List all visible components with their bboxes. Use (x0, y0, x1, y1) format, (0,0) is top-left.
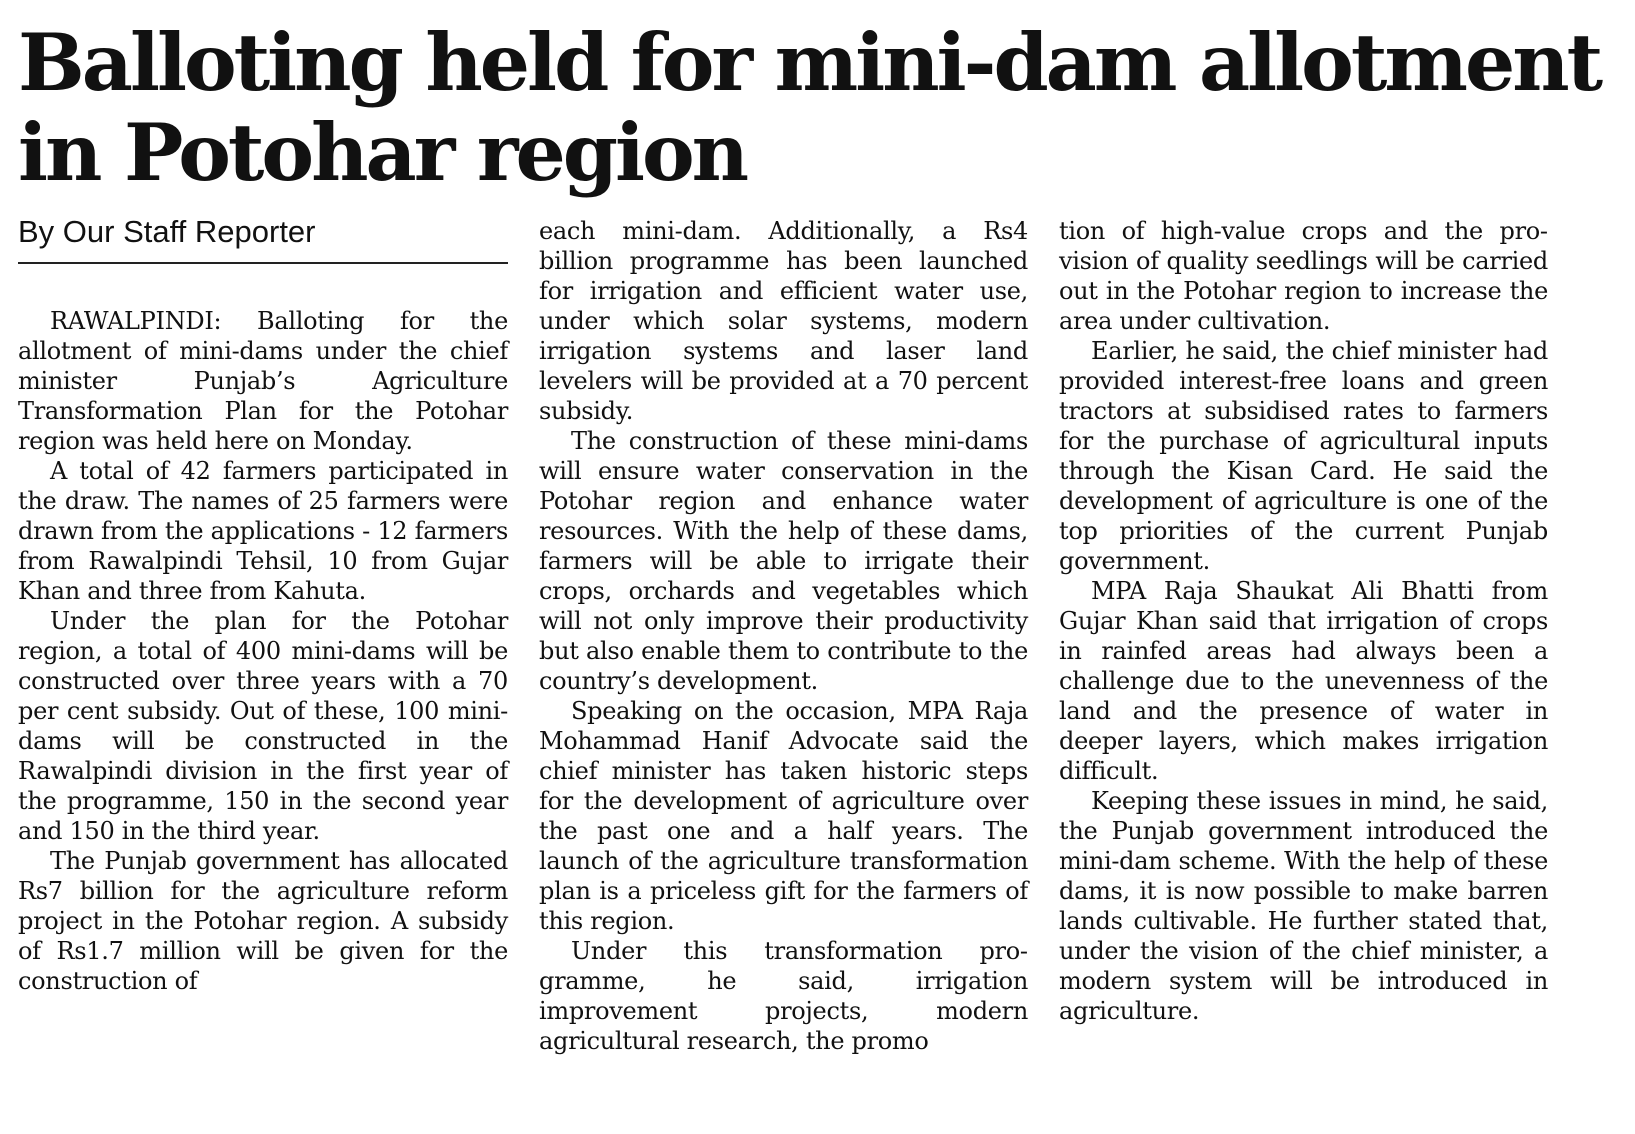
article-paragraph: Under this transformation programme, he said, irrigation improvement projects, modern agricultural research, the promo (539, 937, 1028, 1055)
article-paragraph: Speaking on the occasion, MPA Raja Mohammad Hanif Advocate said the chief minister has taken historic steps for the development of agriculture over the past one and a half years. The launch of the agriculture transformation plan is a priceless gift for the farmers of this region. (539, 697, 1028, 935)
article-paragraph: MPA Raja Shaukat Ali Bhatti from Gujar Khan said that irrigation of crops in rainfed areas had always been a challenge due to the unevenness of the land and the presence of water in deeper layers, which makes irrigation difficult. (1059, 577, 1548, 785)
byline: By Our Staff Reporter (18, 212, 508, 264)
headline (18, 18, 1608, 198)
article-paragraph: Earlier, he said, the chief minister had provided interest-free loans and green tractors at subsidised rates to farmers for the purchase of agricultural inputs through the Kisan Card. He said the development of agriculture is one of the top priorities of the current Punjab government. (1059, 337, 1548, 575)
article-paragraph: each mini-dam. Additionally, a Rs4 billion programme has been launched for irrigation and efficient water use, under which solar systems, modern irrigation systems and laser land levelers will be provided at a 70 percent subsidy. (539, 217, 1028, 425)
article-column-3 (1059, 216, 1548, 1026)
article-paragraph: Under the plan for the Potohar region, a total of 400 mini-dams will be constructed over three years with a 70 per cent subsidy. Out of these, 100 mini-dams will be constructed in the Rawalpindi division in the first year of the programme, 150 in the second year and 150 in the third year. (18, 607, 508, 845)
article-paragraph: RAWALPINDI: Balloting for the allotment of mini-dams under the chief minister Punjab’s Agriculture Transformation Plan for the Potohar region was held here on Monday. (18, 307, 508, 455)
article-paragraph: The Punjab government has allocated Rs7 billion for the agriculture reform project in the Potohar region. A subsidy of Rs1.7 million will be given for the construction of (18, 847, 508, 995)
headline-line-2: in Potohar region (18, 106, 747, 199)
article-paragraph: The construction of these mini-dams will ensure water conservation in the Potohar region and enhance water resources. With the help of these dams, farmers will be able to irrigate their crops, orchards and vegetables which will not only improve their productivity but also enable them to contribute to the country’s development. (539, 427, 1028, 695)
article-column-2 (539, 216, 1028, 1056)
article-paragraph: A total of 42 farmers participated in the draw. The names of 25 farmers were drawn from the applications - 12 farmers from Rawalpindi Tehsil, 10 from Gujar Khan and three from Kahuta. (18, 457, 508, 605)
article-paragraph: tion of high-value crops and the provision of quality seedlings will be carried out in the Potohar region to increase the area under cultivation. (1059, 217, 1548, 335)
headline-line-1: Balloting held for mini-dam allotment (18, 16, 1601, 109)
article-paragraph: Keeping these issues in mind, he said, the Punjab government introduced the mini-dam scheme. With the help of these dams, it is now possible to make barren lands cultivable. He further stated that, under the vision of the chief minister, a modern system will be introduced in agriculture. (1059, 787, 1548, 1025)
article-column-1 (18, 306, 508, 996)
